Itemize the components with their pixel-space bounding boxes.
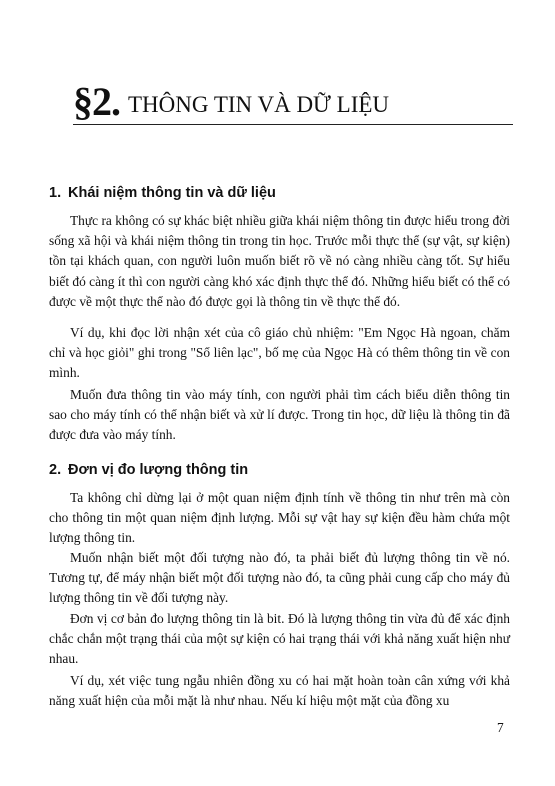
- section-title: Đơn vị đo lượng thông tin: [68, 462, 249, 478]
- chapter-title-text: THÔNG TIN VÀ DỮ LIỆU: [128, 92, 390, 117]
- paragraph: Ta không chỉ dừng lại ở một quan niệm định tính về thông tin như trên mà còn cho thông tin một quan niệm định lượng. Mỗi sự vật hay sự kiện đều hàm chứa một lượng thông tin.: [49, 490, 510, 546]
- section-number: 2.: [49, 462, 62, 478]
- chapter-title: [73, 80, 513, 124]
- chapter-title-underline: [73, 124, 513, 125]
- paragraph: Đơn vị cơ bản đo lượng thông tin là bit. Đó là lượng thông tin vừa đủ để xác định chắc chắn một trạng thái của một sự kiện có hai trạng thái với khả năng xuất hiện như nhau.: [49, 611, 510, 667]
- section-heading-2: [49, 461, 248, 479]
- paragraph: Ví dụ, xét việc tung ngẫu nhiên đồng xu có hai mặt hoàn toàn cân xứng với khả năng xuất hiện của mỗi mặt là như nhau. Nếu kí hiệu một mặt của đồng xu: [49, 673, 510, 709]
- section-number: 1.: [49, 185, 62, 201]
- page-number: 7: [497, 720, 504, 735]
- section-title: Khái niệm thông tin và dữ liệu: [68, 185, 276, 201]
- paragraph: Muốn nhận biết một đối tượng nào đó, ta phải biết đủ lượng thông tin về nó. Tương tự, để máy nhận biết một đối tượng nào đó, ta cũng phải cung cấp cho máy đủ lượng thông tin về đối tượng này.: [49, 550, 510, 606]
- paragraph: Muốn đưa thông tin vào máy tính, con người phải tìm cách biểu diễn thông tin sao cho máy tính có thể nhận biết và xử lí được. Trong tin học, dữ liệu là thông tin đã được đưa vào máy tính.: [49, 387, 510, 443]
- paragraph: Thực ra không có sự khác biệt nhiều giữa khái niệm thông tin được hiểu trong đời sống xã hội và khái niệm thông tin trong tin học. Trước mỗi thực thể (sự vật, sự kiện) tồn tại khách quan, con người luôn muốn biết rõ về nó càng nhiều càng tốt. Sự hiểu biết đó càng ít thì con người càng khó xác định thực thể đó. Những hiểu biết có thể có được về một thực thể nào đó được gọi là thông tin về thực thể đó.: [49, 213, 510, 309]
- paragraph: Ví dụ, khi đọc lời nhận xét của cô giáo chủ nhiệm: "Em Ngọc Hà ngoan, chăm chỉ và học giỏi" ghi trong "Sổ liên lạc", bố mẹ của Ngọc Hà có thêm thông tin về con mình.: [49, 325, 510, 381]
- chapter-number: §2.: [73, 79, 120, 124]
- section-heading-1: [49, 184, 276, 202]
